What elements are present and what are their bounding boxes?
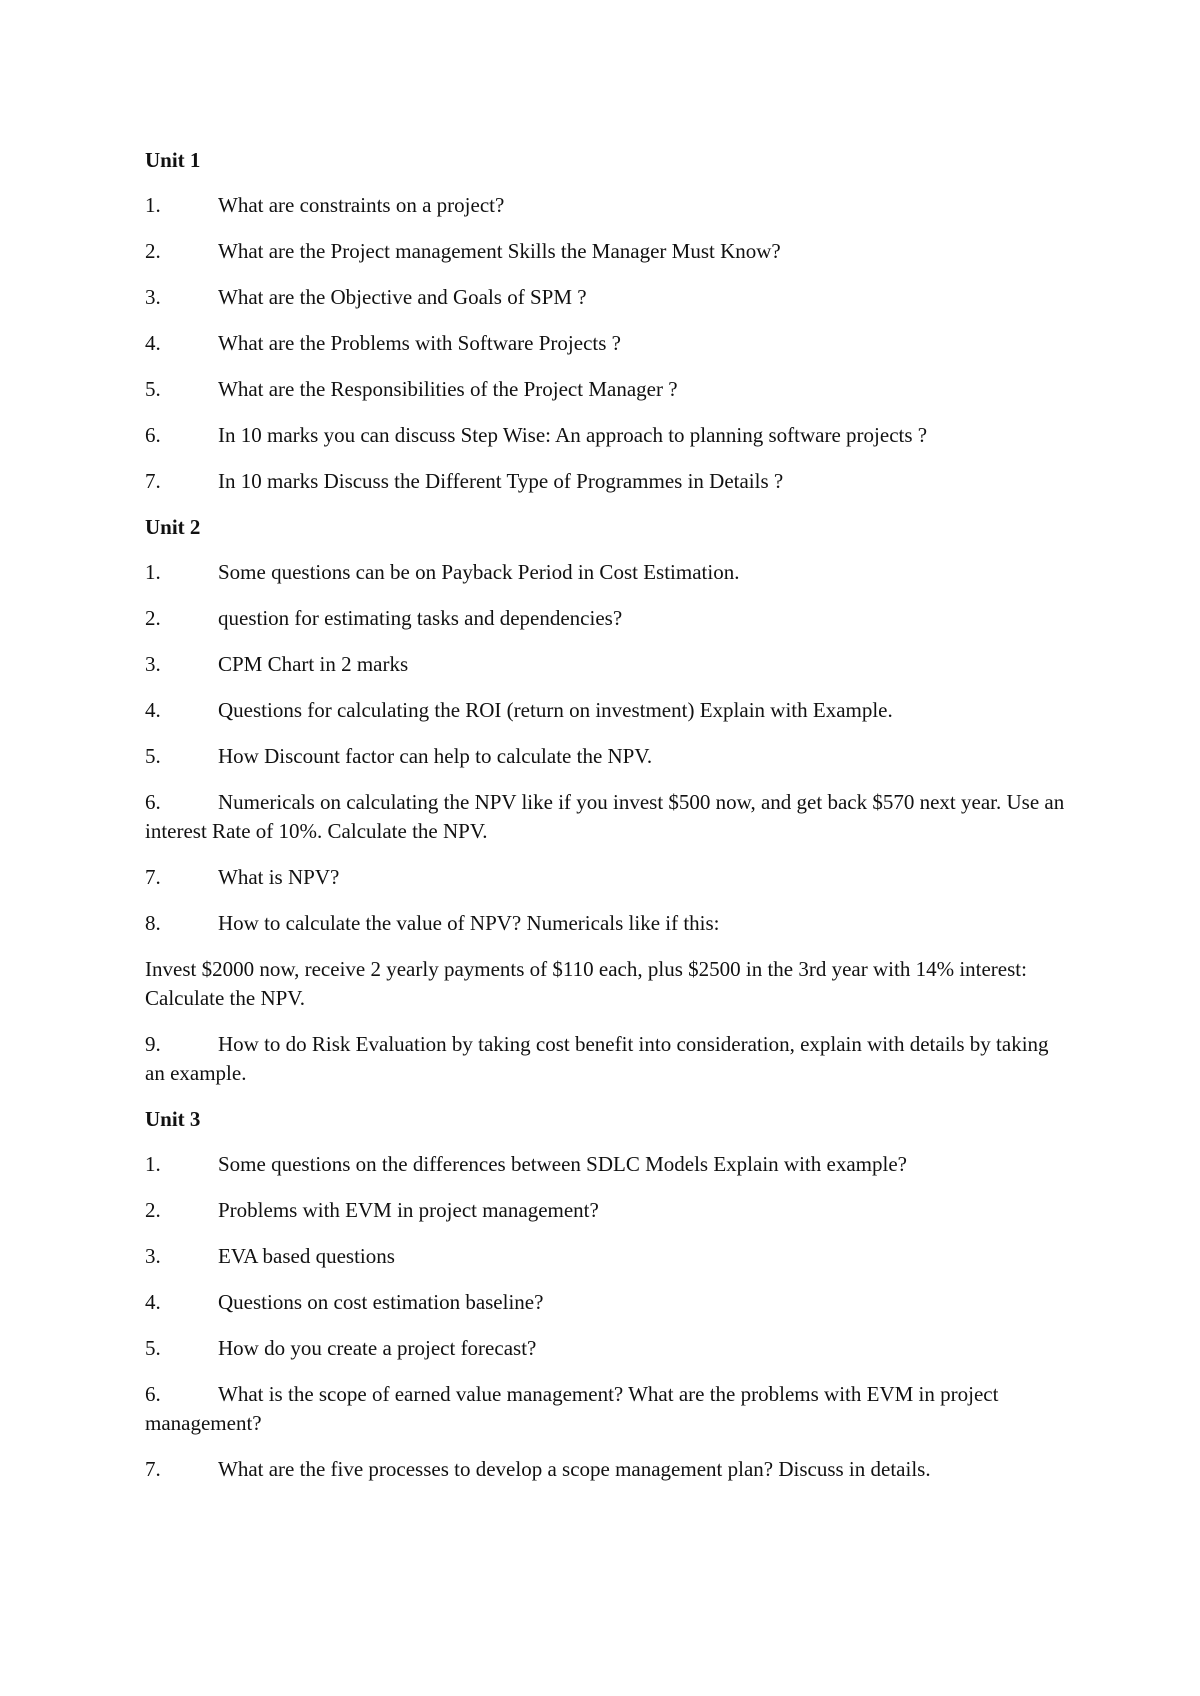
question-number: 2. (145, 239, 161, 263)
unit-2-section (145, 513, 1065, 1088)
question-continuation: Invest $2000 now, receive 2 yearly payments of $110 each, plus $2500 in the 3rd year with 14% interest: Calculate the NPV. (145, 957, 1027, 1010)
question-number: 3. (145, 285, 161, 309)
question-number: 4. (145, 1290, 161, 1314)
unit-heading: Unit 1 (145, 148, 201, 172)
unit-1-section (145, 146, 1065, 496)
question-number: 9. (145, 1032, 161, 1056)
question-number: 2. (145, 606, 161, 630)
question-text: What are the Responsibilities of the Project Manager ? (218, 377, 678, 401)
question-text: What are the five processes to develop a scope management plan? Discuss in details. (218, 1457, 931, 1481)
question-item (145, 650, 1065, 679)
question-item (145, 1334, 1065, 1363)
question-text: What are the Project management Skills the Manager Must Know? (218, 239, 781, 263)
question-number: 1. (145, 560, 161, 584)
question-item (145, 237, 1065, 266)
question-item (145, 467, 1065, 496)
question-item (145, 909, 1065, 938)
unit-3-section (145, 1105, 1065, 1484)
question-text: CPM Chart in 2 marks (218, 652, 409, 676)
question-number: 7. (145, 469, 161, 493)
question-text: What is the scope of earned value management? What are the problems with EVM in project management? (145, 1382, 999, 1435)
question-item (145, 329, 1065, 358)
question-text: In 10 marks Discuss the Different Type of Programmes in Details ? (218, 469, 784, 493)
question-text: What is NPV? (218, 865, 340, 889)
question-item (145, 1455, 1065, 1484)
question-item (145, 1380, 1065, 1438)
question-number: 6. (145, 1382, 161, 1406)
question-item (145, 1030, 1065, 1088)
question-item (145, 1150, 1065, 1179)
question-number: 3. (145, 652, 161, 676)
question-text: What are constraints on a project? (218, 193, 505, 217)
question-number: 7. (145, 1457, 161, 1481)
question-number: 4. (145, 698, 161, 722)
question-number: 3. (145, 1244, 161, 1268)
question-text: In 10 marks you can discuss Step Wise: An approach to planning software projects ? (218, 423, 928, 447)
question-text: How do you create a project forecast? (218, 1336, 537, 1360)
question-item (145, 1196, 1065, 1225)
question-text: What are the Problems with Software Projects ? (218, 331, 621, 355)
question-text: Some questions can be on Payback Period in Cost Estimation. (218, 560, 740, 584)
question-number: 6. (145, 423, 161, 447)
question-item (145, 1288, 1065, 1317)
question-item (145, 375, 1065, 404)
question-number: 5. (145, 1336, 161, 1360)
question-item (145, 788, 1065, 846)
document-page (145, 146, 1065, 1501)
question-number: 5. (145, 744, 161, 768)
question-item (145, 558, 1065, 587)
question-text: question for estimating tasks and dependencies? (218, 606, 623, 630)
unit-heading: Unit 2 (145, 515, 201, 539)
question-text: Some questions on the differences between SDLC Models Explain with example? (218, 1152, 907, 1176)
question-item (145, 604, 1065, 633)
question-item (145, 421, 1065, 450)
question-number: 5. (145, 377, 161, 401)
question-number: 1. (145, 1152, 161, 1176)
question-number: 1. (145, 193, 161, 217)
question-item (145, 1242, 1065, 1271)
question-number: 7. (145, 865, 161, 889)
question-item (145, 283, 1065, 312)
question-item (145, 863, 1065, 892)
question-text: What are the Objective and Goals of SPM ? (218, 285, 587, 309)
question-number: 4. (145, 331, 161, 355)
question-text: EVA based questions (218, 1244, 395, 1268)
unit-heading: Unit 3 (145, 1107, 201, 1131)
question-item (145, 191, 1065, 220)
question-number: 6. (145, 790, 161, 814)
question-text: Questions on cost estimation baseline? (218, 1290, 544, 1314)
question-text: How to calculate the value of NPV? Numericals like if this: (218, 911, 720, 935)
question-number: 8. (145, 911, 161, 935)
question-text: How Discount factor can help to calculate the NPV. (218, 744, 653, 768)
question-text: How to do Risk Evaluation by taking cost benefit into consideration, explain with details by taking an example. (145, 1032, 1049, 1085)
question-text: Problems with EVM in project management? (218, 1198, 599, 1222)
question-number: 2. (145, 1198, 161, 1222)
question-item (145, 742, 1065, 771)
question-item (145, 696, 1065, 725)
question-text: Numericals on calculating the NPV like if you invest $500 now, and get back $570 next year. Use an interest Rate of 10%. Calculate the NPV. (145, 790, 1065, 843)
question-text: Questions for calculating the ROI (return on investment) Explain with Example. (218, 698, 893, 722)
